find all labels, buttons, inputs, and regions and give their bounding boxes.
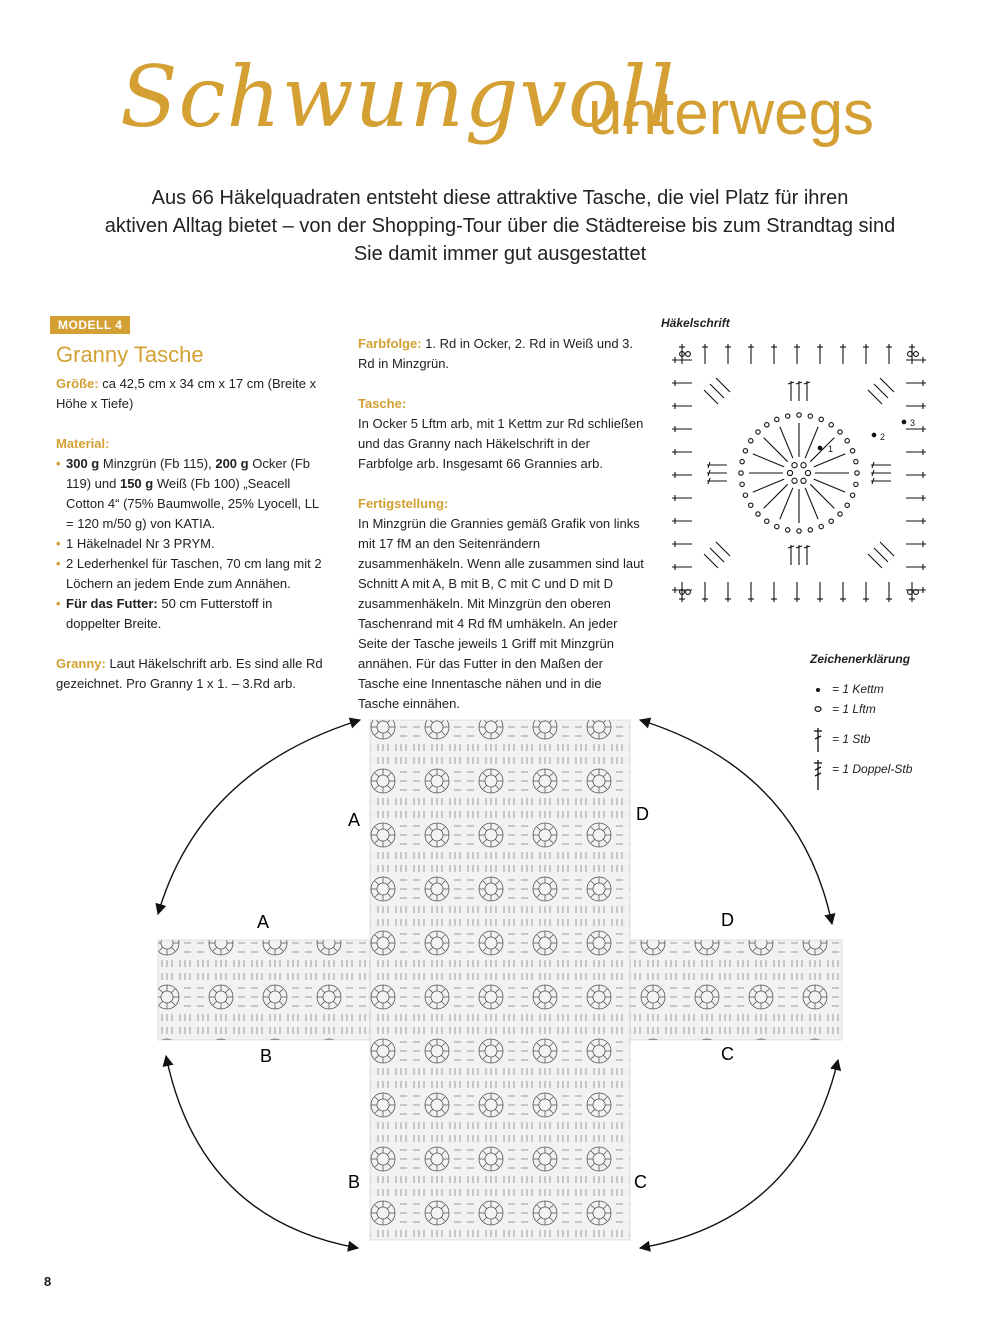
chain-mark <box>740 459 744 463</box>
material-item <box>56 594 328 634</box>
chain-mark <box>743 493 747 497</box>
stitch-mark <box>704 390 718 404</box>
chain-mark <box>829 519 833 523</box>
arrow-d <box>640 720 832 924</box>
chain-mark <box>775 417 779 421</box>
stitch-mark <box>710 384 724 398</box>
size-label: Größe: <box>56 376 99 391</box>
material-label: Material: <box>56 436 110 451</box>
model-title: Granny Tasche <box>56 342 204 367</box>
chain-mark <box>854 459 858 463</box>
chain-mark <box>850 449 854 453</box>
chain-mark <box>914 352 919 357</box>
stitch-mark <box>704 554 718 568</box>
tasche-text: In Ocker 5 Lftm arb, mit 1 Kettm zur Rd schließen und das Granny nach Häkelschrift in der Farbfolge arb. Insgesamt 66 Grannies arb. <box>358 416 644 471</box>
stitch-mark <box>716 378 730 392</box>
chain-mark <box>785 414 789 418</box>
chain-mark <box>845 503 849 507</box>
legend-item: = 1 Doppel-Stb <box>832 762 913 776</box>
farbfolge-text: 1. Rd in Ocker, 2. Rd in Weiß und 3. Rd in Minzgrün. <box>358 336 634 371</box>
chain-mark <box>686 352 691 357</box>
label-a: A <box>257 912 270 932</box>
granny-arm-right <box>630 940 842 1040</box>
stitch-mark <box>880 542 894 556</box>
stitch-spoke <box>814 454 845 467</box>
intro-text <box>40 184 960 268</box>
legend-item: = 1 Lftm <box>832 702 876 716</box>
chain-mark <box>792 463 797 468</box>
stitch-spoke <box>814 479 845 492</box>
granny-label: Granny: <box>56 656 106 671</box>
stitch-mark <box>868 554 882 568</box>
stitch-mark <box>716 542 730 556</box>
farbfolge-label: Farbfolge: <box>358 336 422 351</box>
stitch-mark <box>868 390 882 404</box>
model-badge: MODELL 4 <box>50 316 130 334</box>
crochet-chart <box>668 340 930 606</box>
chain-mark <box>808 528 812 532</box>
fertig-text: In Minzgrün die Grannies gemäß Grafik von links mit 17 fM an den Seitenrändern zusammenhäkeln. Wenn alle zusammen sind laut Schnitt A mit A, B mit B, C mit C und D mit D zusammenhäkeln. Mit Minzgrün den oberen Taschenrand mit 4 Rd fM umhäkeln. An jeder Seite der Tasche jeweils 1 Griff mit Minzgrün annähen. Für das Futter in den Maßen der Tasche eine Innentasche nähen und in die Tasche einnähen. <box>358 516 644 711</box>
arrow-b <box>166 1056 361 1248</box>
legend-item: = 1 Stb <box>832 732 871 746</box>
stitch-spoke <box>810 484 834 508</box>
chain-mark <box>838 512 842 516</box>
intro-line: Sie damit immer gut ausgestattet <box>353 243 647 265</box>
fertig-label: Fertigstellung: <box>358 496 449 511</box>
material-amount: 200 g <box>215 456 249 471</box>
stitch-mark <box>880 378 894 392</box>
slip-stitch-mark <box>902 420 906 424</box>
stitch-spoke <box>764 484 788 508</box>
material-text: 50 cm Futterstoff in doppelter Breite. <box>66 596 273 631</box>
chain-mark <box>797 529 801 533</box>
chain-mark <box>845 439 849 443</box>
material-text: Ocker (Fb 119) und <box>66 456 310 491</box>
chain-mark <box>808 414 812 418</box>
label-d: D <box>636 804 649 824</box>
chain-mark <box>785 528 789 532</box>
arrow-a <box>158 720 360 914</box>
chain-mark <box>805 470 810 475</box>
page-number: 8 <box>44 1274 52 1289</box>
stitch-mark <box>874 548 888 562</box>
size-text: ca 42,5 cm x 34 cm x 17 cm (Breite x Höhe x Tiefe) <box>56 376 317 411</box>
chain-mark <box>749 503 753 507</box>
stitch-spoke <box>805 488 818 519</box>
chain-mark <box>756 430 760 434</box>
slip-stitch-mark <box>872 433 876 437</box>
material-amount: 300 g <box>66 456 100 471</box>
material-item: • 2 Lederhenkel für Taschen, 70 cm lang mit 2 Löchern an jedem Ende zum Annähen. <box>56 554 328 594</box>
label-c: C <box>721 1044 734 1064</box>
legend-item: = 1 Kettm <box>832 682 884 696</box>
round-label: 2 <box>880 432 886 442</box>
material-text: Minzgrün (Fb 115), <box>99 456 216 471</box>
arrow-c <box>640 1060 838 1248</box>
chain-mark <box>775 524 779 528</box>
material-text: Weiß (Fb 100) „Seacell Cotton 4“ (75% Baumwolle, 25% Lyocell, LL = 120 m/50 g) von KATIA. <box>66 476 319 531</box>
size-paragraph <box>56 374 328 414</box>
stitch-spoke <box>805 427 818 458</box>
chain-mark <box>819 524 823 528</box>
chain-mark <box>855 471 859 475</box>
stitch-spoke <box>753 454 784 467</box>
chain-mark <box>749 439 753 443</box>
assembly-diagram <box>140 700 860 1270</box>
label-a: A <box>348 810 361 830</box>
chain-mark <box>743 449 747 453</box>
stitch-spoke <box>764 438 788 462</box>
tasche-label: Tasche: <box>358 396 407 411</box>
chain-mark <box>801 463 806 468</box>
slip-stitch-icon <box>816 688 820 692</box>
material-amount: 150 g <box>119 476 154 491</box>
stitch-spoke <box>780 488 793 519</box>
label-d: D <box>721 910 734 930</box>
round-label: 1 <box>828 444 834 454</box>
chain-mark <box>854 482 858 486</box>
material-list <box>56 454 328 634</box>
chain-mark <box>765 423 769 427</box>
stitch-mark <box>874 384 888 398</box>
chain-mark <box>756 512 760 516</box>
chain-mark <box>797 413 801 417</box>
granny-paragraph <box>56 654 328 694</box>
chain-mark <box>801 478 806 483</box>
label-c: C <box>634 1172 647 1192</box>
granny-strip-vertical <box>370 720 630 1240</box>
chart-title: Häkelschrift <box>661 316 730 330</box>
title-script: Schwungvoll <box>120 48 676 146</box>
chain-mark <box>850 493 854 497</box>
material-item: • 1 Häkelnadel Nr 3 PRYM. <box>56 534 328 554</box>
chain-mark <box>838 430 842 434</box>
granny-arm-left <box>158 940 370 1040</box>
chain-mark <box>792 478 797 483</box>
intro-line: aktiven Alltag bietet – von der Shopping-Tour über die Städtereise bis zum Strandtag sind <box>104 215 896 237</box>
granny-text: Laut Häkelschrift arb. Es sind alle Rd gezeichnet. Pro Granny 1 x 1. – 3.Rd arb. <box>56 656 323 691</box>
material-item <box>56 454 328 534</box>
chain-mark <box>739 471 743 475</box>
title-plain: unterwegs <box>588 79 875 148</box>
stitch-mark <box>710 548 724 562</box>
slip-stitch-mark <box>818 446 822 450</box>
legend-title: Zeichenerklärung <box>810 652 911 666</box>
farbfolge-paragraph <box>358 334 646 374</box>
material-label-bold: Für das Futter: <box>66 596 158 611</box>
label-b: B <box>260 1046 273 1066</box>
round-label: 3 <box>910 418 916 428</box>
page-title <box>0 48 1000 178</box>
chain-mark <box>765 519 769 523</box>
intro-line: Aus 66 Häkelquadraten entsteht diese attraktive Tasche, die viel Platz für ihren <box>151 187 849 209</box>
left-column <box>56 374 328 694</box>
chain-mark <box>787 470 792 475</box>
stitch-spoke <box>780 427 793 458</box>
label-b: B <box>348 1172 361 1192</box>
middle-column <box>358 334 646 714</box>
chain-mark <box>740 482 744 486</box>
chain-mark <box>819 417 823 421</box>
chain-mark <box>829 423 833 427</box>
stitch-spoke <box>753 479 784 492</box>
